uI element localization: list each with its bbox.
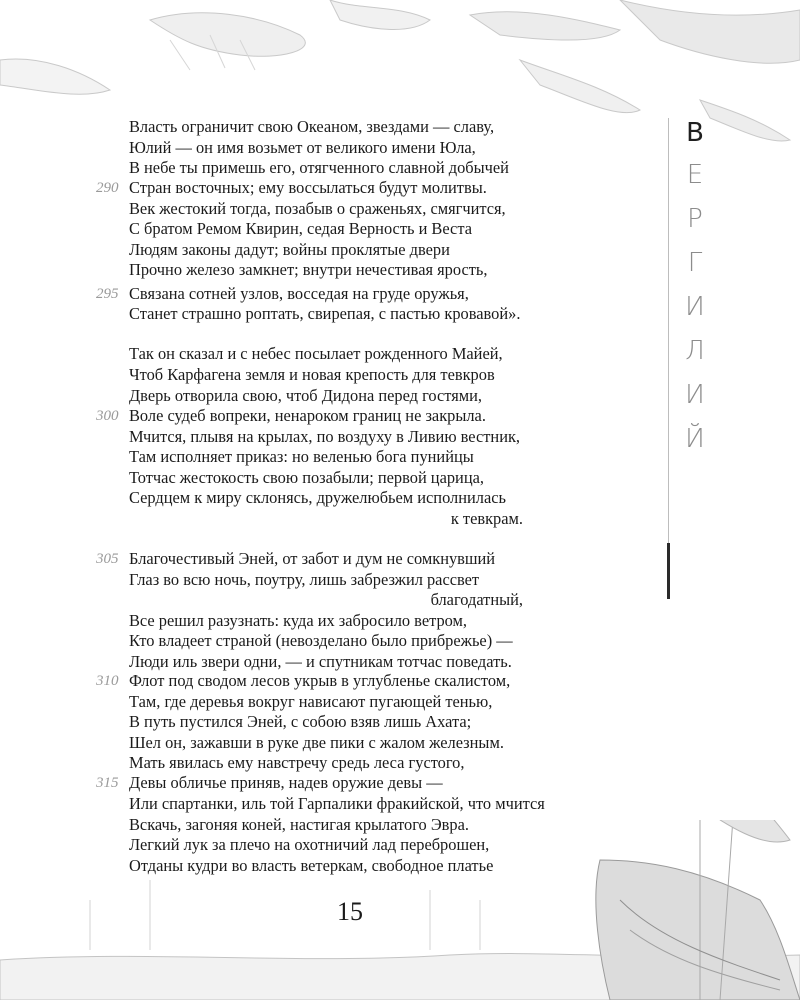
poem-line: С братом Ремом Квирин, седая Верность и Веста	[129, 219, 472, 238]
author-letter: И	[685, 380, 705, 410]
author-letter: В	[686, 118, 704, 148]
poem-line: Чтоб Карфагена земля и новая крепость для тевкров	[129, 365, 495, 384]
poem-line: Воле судеб вопреки, ненароком границ не закрыла.	[129, 406, 486, 425]
poem-line: Там исполняет приказ: но веленью бога пунийцы	[129, 447, 474, 466]
poem-line: Легкий лук за плечо на охотничий лад переброшен,	[129, 835, 490, 854]
line-number: 315	[96, 775, 119, 791]
poem-line: Или спартанки, иль той Гарпалики фракийской, что мчится	[129, 794, 545, 813]
poem-line: Станет страшно роптать, свирепая, с пастью кровавой».	[129, 304, 521, 323]
poem-line: Благочестивый Эней, от забот и дум не сомкнувший	[129, 549, 496, 568]
poem-line: Кто владеет страной (невозделано было прибрежье) —	[129, 631, 513, 650]
poem-line: Прочно железо замкнет; внутри нечестивая ярость,	[129, 260, 488, 279]
line-number: 305	[96, 551, 119, 567]
author-letter: Р	[687, 204, 703, 234]
poem-line: Так он сказал и с небес посылает рожденного Майей,	[129, 344, 503, 363]
poem-line: Связана сотней узлов, восседая на груде оружья,	[129, 284, 469, 303]
poem-line-continuation: благодатный,	[430, 590, 523, 609]
poem-line: Юлий — он имя возьмет от великого имени Юла,	[129, 138, 476, 157]
author-letter: Г	[687, 248, 703, 278]
poem-line: Дверь отворила свою, чтоб Дидона перед гостями,	[129, 386, 482, 405]
poem-line: Сердцем к миру склонясь, дружелюбьем исполнилась	[129, 488, 506, 507]
poem-line: Власть ограничит свою Океаном, звездами — славу,	[129, 117, 495, 136]
author-letter: Л	[685, 336, 705, 366]
poem-line: В небе ты примешь его, отягченного славной добычей	[129, 158, 509, 177]
poem-line: Вскачь, загоняя коней, настигая крылатого Эвра.	[129, 815, 469, 834]
poem-line: Век жестокий тогда, позабыв о сраженьях, смягчится,	[129, 199, 506, 218]
poem-line: Мчится, плывя на крылах, по воздуху в Ливию вестник,	[129, 427, 521, 446]
poem-line: Все решил разузнать: куда их забросило ветром,	[129, 611, 468, 630]
line-number: 300	[96, 408, 119, 424]
poem-line: Люди иль звери одни, — и спутникам тотчас поведать.	[129, 652, 512, 671]
poem-line: Мать явилась ему навстречу средь леса густого,	[129, 753, 465, 772]
author-letter: И	[685, 292, 705, 322]
author-letter: Е	[686, 160, 704, 190]
poem-line-continuation: к тевкрам.	[450, 509, 523, 528]
poem-line: Глаз во всю ночь, поутру, лишь забрезжил рассвет	[129, 570, 480, 589]
line-number: 290	[96, 180, 119, 196]
poem-line: Тотчас жестокость свою позабыли; первой царица,	[129, 468, 484, 487]
poem-line: Там, где деревья вокруг нависают пугающей тенью,	[129, 692, 493, 711]
poem-line: Людям законы дадут; войны проклятые двери	[129, 240, 450, 259]
author-letter: Й	[685, 424, 705, 454]
line-number: 295	[96, 286, 119, 302]
poem-line: Флот под сводом лесов укрыв в углубленье скалистом,	[129, 671, 511, 690]
page-number: 15	[337, 897, 363, 926]
poem-line: Стран восточных; ему воссылаться будут молитвы.	[129, 178, 487, 197]
poem-line: В путь пустился Эней, с собою взяв лишь Ахата;	[129, 712, 472, 731]
poem-line: Девы обличье приняв, надев оружие девы —	[129, 773, 443, 792]
poem-line: Шел он, зажавши в руке две пики с жалом железным.	[129, 733, 504, 752]
poem-line: Отданы кудри во власть ветеркам, свободное платье	[129, 856, 494, 875]
line-number: 310	[96, 673, 119, 689]
